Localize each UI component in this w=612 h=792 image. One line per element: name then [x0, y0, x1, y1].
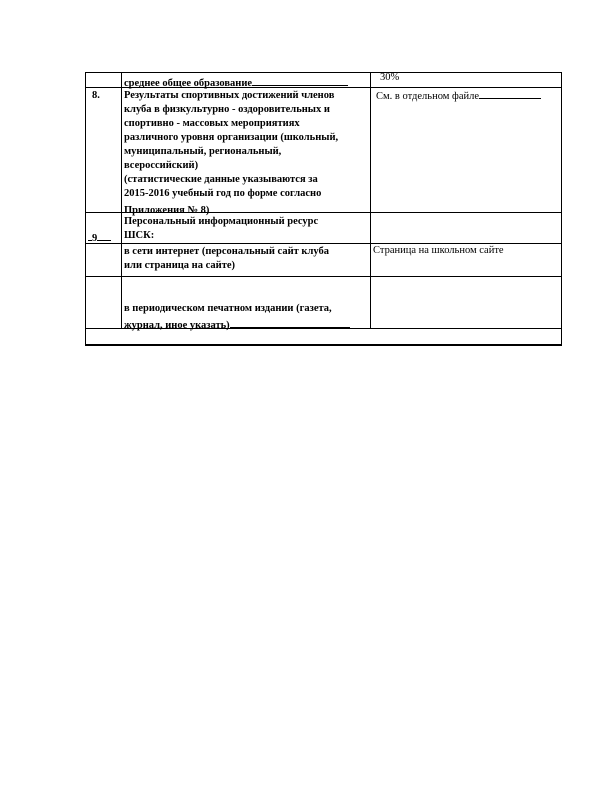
- row-label: в периодическом печатном издании (газета, журнал, иное указать): [124, 302, 350, 333]
- row-divider: [85, 276, 562, 277]
- row-value: 30%: [380, 72, 400, 83]
- row-label: Результаты спортивных достижений членов клуба в физкультурно - оздоровительных и спортивно - массовых мероприятиях различного уровня организации (школьный, муниципальный, региональный, всероссийский) (статистические данные указываются за 2015-2016 учебный год по форме согласно Приложения № 8): [124, 89, 351, 218]
- row-value: Страница на школьном сайте: [373, 245, 504, 256]
- row-value: См. в отдельном файле: [376, 87, 541, 104]
- column-divider: [121, 72, 122, 328]
- column-divider: [370, 72, 371, 328]
- row-number: 8.: [92, 90, 100, 101]
- column-divider: [561, 72, 562, 346]
- row-number: 9: [88, 229, 111, 246]
- column-divider: [85, 72, 86, 346]
- row-label: Персональный информационный ресурс ШСК:: [124, 216, 319, 241]
- row-divider: [85, 72, 562, 73]
- row-label: в сети интернет (персональный сайт клуба или страница на сайте): [124, 246, 329, 271]
- row-label: среднее общее образование: [124, 74, 348, 91]
- table-bottom-border: [85, 344, 562, 346]
